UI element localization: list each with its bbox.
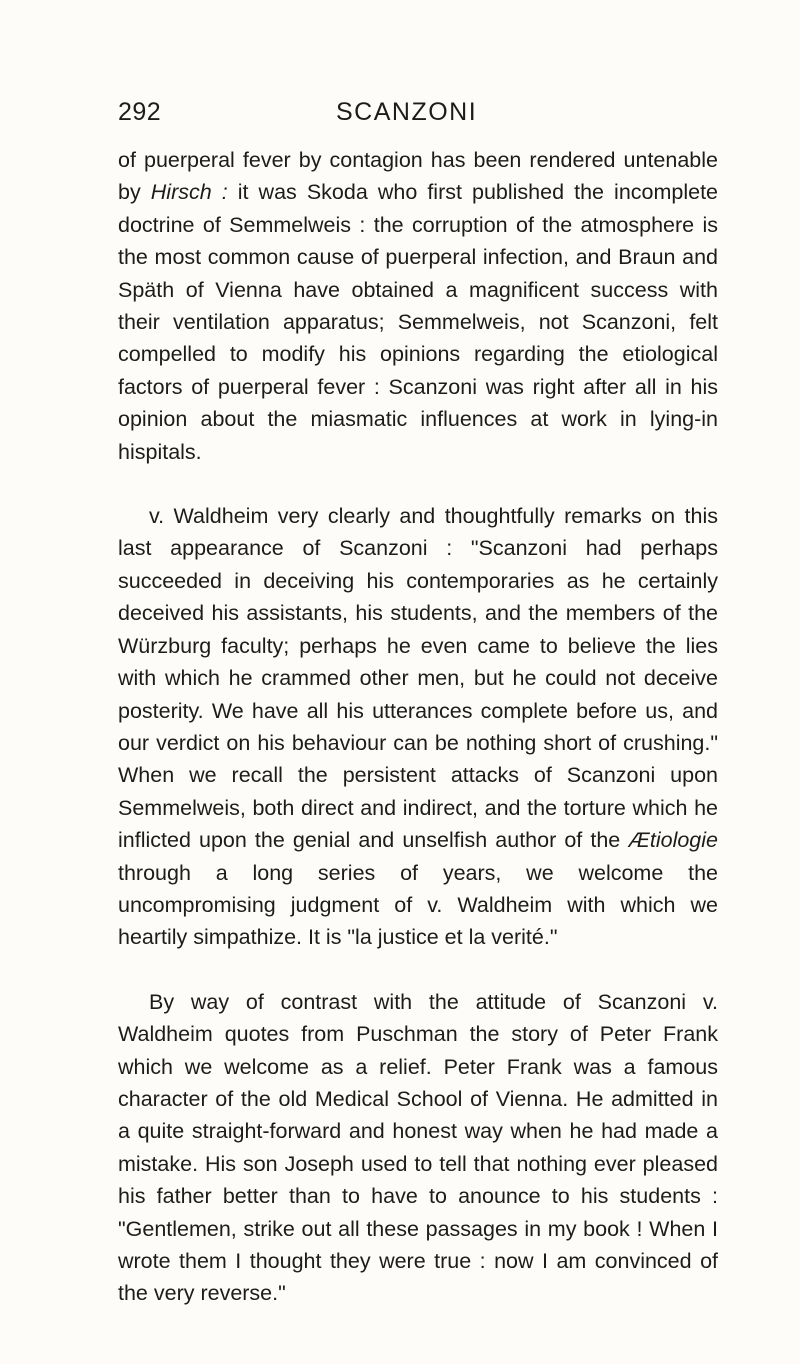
paragraph-1-text-b: it was Skoda who first published the incomplete doctrine of Semmelweis : the corruption of the atmosphere is the most common cause of puerperal infection, and Braun and Späth of Vienna have obtained a magnificent success with their ventilation apparatus; Semmelweis, not Scanzoni, felt compelled to modify his opinions regarding the etiological factors of puerperal fever : Scanzoni was right after all in his opinion about the miasmatic influences at work in lying-in hispitals. [118,180,719,464]
page-header [118,98,718,132]
page-number: 292 [118,98,162,126]
paragraph-1-text-a: of puerperal fever by contagion has been rendered untenable by [118,148,718,205]
paragraph-2-text-b: through a long series of years, we welcome the uncompromising judgment of v. Waldheim with which we heartily simpathize. It is "la justice et la verité." [118,860,718,950]
paragraph-2-italic-aetiologie: Ætiologie [628,828,718,853]
paragraph-1-italic-hirsch: Hirsch : [150,180,228,205]
paragraph-1 [118,144,718,468]
paragraph-2-text-a: v. Waldheim very clearly and thoughtfully remarks on this last appearance of Scanzoni : "Scanzoni had perhaps succeeded in deceiving his contemporaries as he certainly deceived his assistants, his students, and the members of the Würzburg faculty; perhaps he even came to believe the lies with which he crammed other men, but he could not deceive posterity. We have all his utterances complete before us, and our verdict on his behaviour can be nothing short of crushing." When we recall the persistent attacks of Scanzoni upon Semmelweis, both direct and indirect, and the torture which he inflicted upon the genial and unselfish author of the [118,504,718,853]
body-text [118,144,718,1310]
paragraph-3 [118,986,718,1310]
paragraph-2 [118,500,718,954]
paragraph-3-text: By way of contrast with the attitude of Scanzoni v. Waldheim quotes from Puschman the story of Peter Frank which we welcome as a relief. Peter Frank was a famous character of the old Medical School of Vienna. He admitted in a quite straight-forward and honest way when he had made a mistake. His son Joseph used to tell that nothing ever pleased his father better than to have to anounce to his students : "Gentlemen, strike out all these passages in my book ! When I wrote them I thought they were true : now I am convinced of the very reverse." [118,989,718,1306]
running-head: SCANZONI [336,98,478,126]
